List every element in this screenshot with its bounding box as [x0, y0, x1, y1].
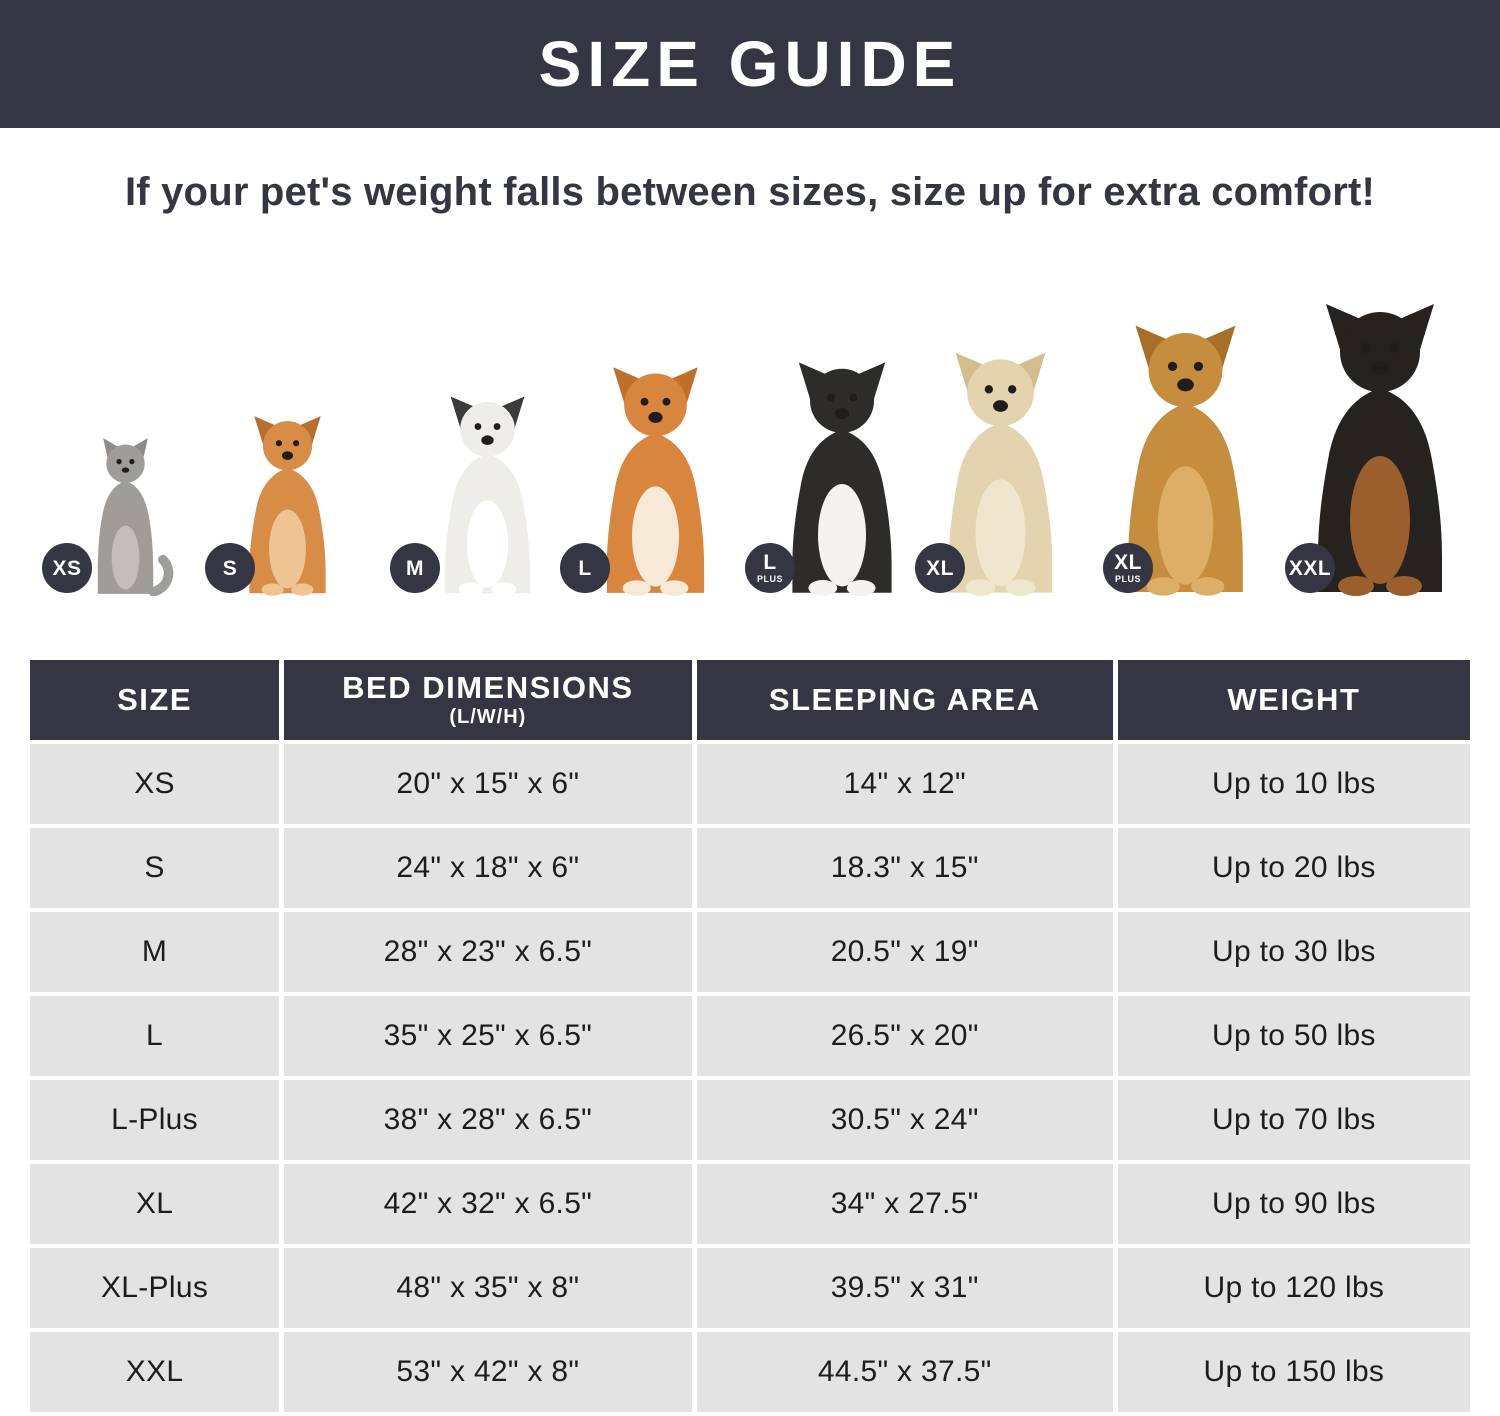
column-header-size: SIZE: [30, 660, 279, 740]
cell-size: M: [30, 912, 279, 992]
cell-sleep: 26.5" x 20": [697, 996, 1113, 1076]
cell-size: XXL: [30, 1332, 279, 1412]
cell-size: XL-Plus: [30, 1248, 279, 1328]
cell-size: L-Plus: [30, 1080, 279, 1160]
column-header-bed-dimensions: BED DIMENSIONS (L/W/H): [284, 660, 692, 740]
size-badge-xs: XS: [42, 543, 92, 593]
cell-size: L: [30, 996, 279, 1076]
cell-bed: 38" x 28" x 6.5": [284, 1080, 692, 1160]
size-badge-xl-plus: XL PLUS: [1103, 543, 1153, 593]
size-badge-m: M: [390, 543, 440, 593]
cell-size: S: [30, 828, 279, 908]
cell-bed: 24" x 18" x 6": [284, 828, 692, 908]
cell-bed: 42" x 32" x 6.5": [284, 1164, 692, 1244]
cell-bed: 20" x 15" x 6": [284, 744, 692, 824]
size-badge-s: S: [205, 543, 255, 593]
cell-weight: Up to 30 lbs: [1118, 912, 1470, 992]
column-header-weight: WEIGHT: [1118, 660, 1470, 740]
subtitle-text: If your pet's weight falls between sizes, size up for extra comfort!: [124, 170, 1376, 214]
header-band: [0, 0, 1500, 128]
cell-weight: Up to 90 lbs: [1118, 1164, 1470, 1244]
cell-sleep: 18.3" x 15": [697, 828, 1113, 908]
cell-sleep: 39.5" x 31": [697, 1248, 1113, 1328]
size-table: [30, 660, 1470, 1412]
cell-weight: Up to 10 lbs: [1118, 744, 1470, 824]
size-badge-xxl: XXL: [1285, 543, 1335, 593]
page-title: SIZE GUIDE: [538, 28, 962, 100]
cell-sleep: 34" x 27.5": [697, 1164, 1113, 1244]
cell-weight: Up to 120 lbs: [1118, 1248, 1470, 1328]
cell-sleep: 20.5" x 19": [697, 912, 1113, 992]
column-header-sleeping-area: SLEEPING AREA: [697, 660, 1113, 740]
cell-bed: 35" x 25" x 6.5": [284, 996, 692, 1076]
cell-sleep: 14" x 12": [697, 744, 1113, 824]
size-badge-l-plus: L PLUS: [745, 543, 795, 593]
cell-weight: Up to 150 lbs: [1118, 1332, 1470, 1412]
cell-weight: Up to 70 lbs: [1118, 1080, 1470, 1160]
cell-bed: 48" x 35" x 8": [284, 1248, 692, 1328]
cell-weight: Up to 20 lbs: [1118, 828, 1470, 908]
cell-weight: Up to 50 lbs: [1118, 996, 1470, 1076]
size-badge-xl: XL: [915, 543, 965, 593]
cell-bed: 28" x 23" x 6.5": [284, 912, 692, 992]
cell-sleep: 44.5" x 37.5": [697, 1332, 1113, 1412]
pets-size-comparison: [0, 214, 1500, 610]
size-badge-l: L: [560, 543, 610, 593]
cell-bed: 53" x 42" x 8": [284, 1332, 692, 1412]
cell-size: XL: [30, 1164, 279, 1244]
cell-sleep: 30.5" x 24": [697, 1080, 1113, 1160]
cell-size: XS: [30, 744, 279, 824]
